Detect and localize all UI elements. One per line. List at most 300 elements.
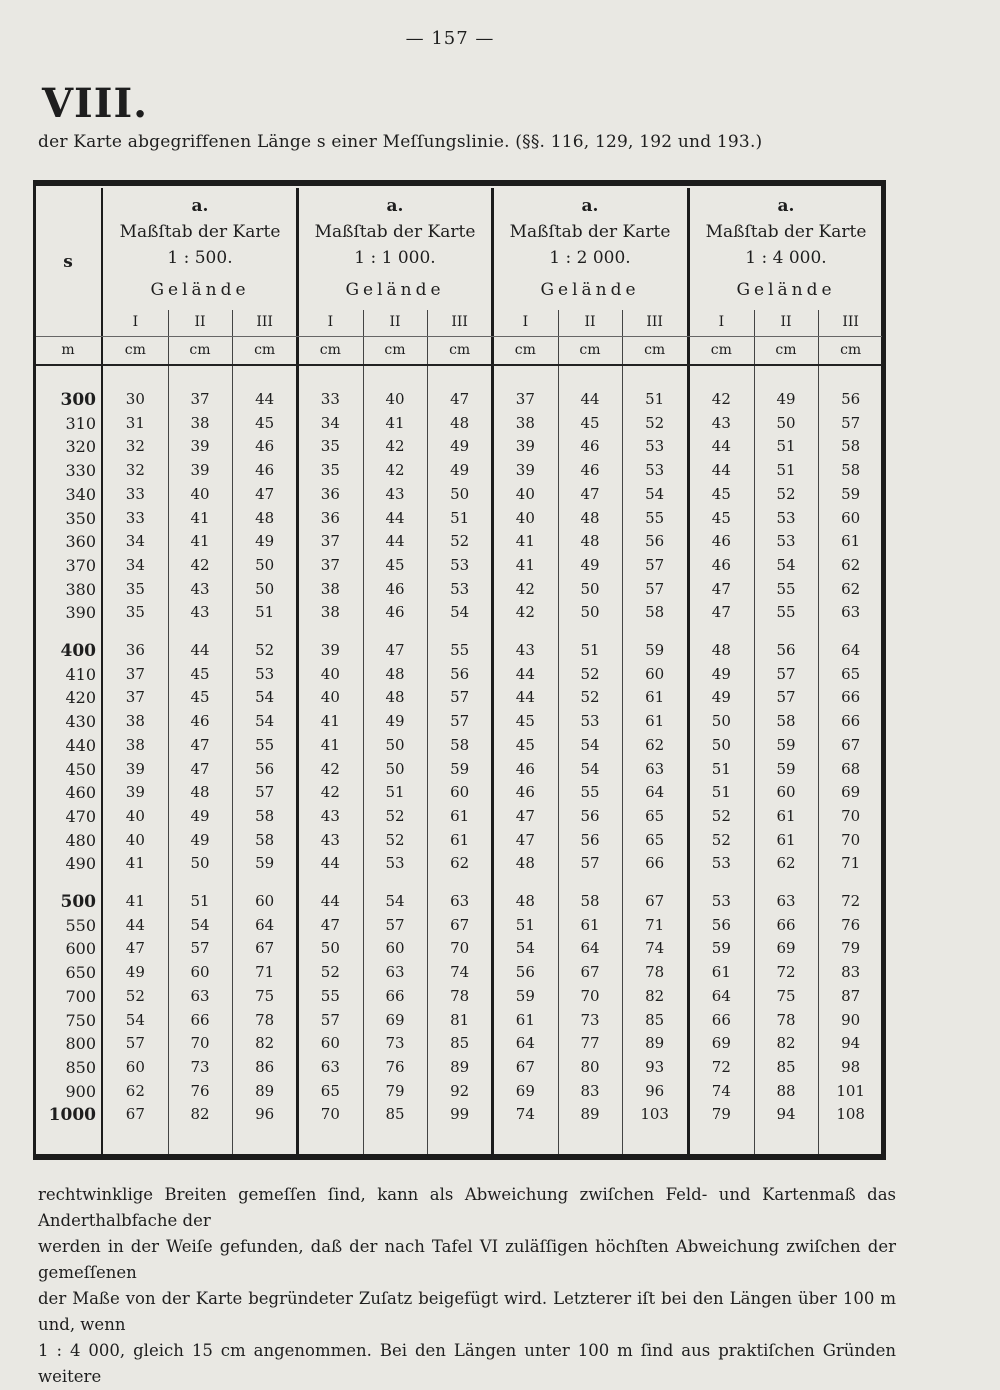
- table-cell: 108: [836, 1105, 865, 1124]
- terrain-class-label: II: [584, 314, 596, 330]
- row-length-value: 650: [65, 963, 96, 983]
- table-cell: 44: [711, 437, 731, 456]
- table-cell: 47: [580, 484, 600, 503]
- table-cell: 64: [711, 986, 731, 1005]
- table-cell: 38: [125, 712, 145, 731]
- page-number: — 157 —: [405, 28, 495, 49]
- table-cell: 90: [841, 1010, 861, 1029]
- table-cell: 52: [450, 532, 470, 551]
- table-cell: 32: [125, 437, 145, 456]
- unit-label: cm: [384, 342, 406, 358]
- table-cell: 44: [515, 664, 535, 683]
- table-cell: 63: [190, 986, 210, 1005]
- table-cell: 62: [841, 555, 861, 574]
- table-cell: 73: [190, 1057, 210, 1076]
- row-length-value: 700: [65, 986, 96, 1006]
- scale-group-ratio: 1 : 500.: [167, 248, 233, 268]
- table-cell: 50: [450, 484, 470, 503]
- table-cell: 61: [841, 532, 861, 551]
- table-cell: 66: [190, 1010, 210, 1029]
- table-cell: 45: [711, 484, 731, 503]
- table-cell: 76: [385, 1057, 405, 1076]
- table-cell: 43: [320, 806, 340, 825]
- table-cell: 52: [711, 830, 731, 849]
- table-cell: 62: [450, 854, 470, 873]
- table-cell: 58: [255, 806, 275, 825]
- table-cell: 55: [645, 508, 665, 527]
- table-cell: 55: [450, 641, 470, 659]
- table-cell: 47: [190, 735, 210, 754]
- table-cell: 74: [515, 1105, 535, 1124]
- terrain-class-label: I: [327, 314, 334, 330]
- terrain-class-label: I: [132, 314, 139, 330]
- table-cell: 44: [320, 892, 340, 910]
- table-cell: 48: [190, 783, 210, 802]
- table-cell: 36: [125, 641, 145, 659]
- table-cell: 59: [841, 484, 861, 503]
- table-cell: 53: [776, 508, 796, 527]
- table-cell: 47: [255, 484, 275, 503]
- row-length-value: 460: [65, 783, 96, 803]
- table-cell: 42: [320, 783, 340, 802]
- table-cell: 49: [255, 532, 275, 551]
- table-cell: 73: [580, 1010, 600, 1029]
- table-cell: 38: [515, 413, 535, 432]
- table-cell: 33: [320, 390, 340, 408]
- table-cell: 56: [580, 830, 600, 849]
- table-cell: 56: [450, 664, 470, 683]
- table-cell: 78: [450, 986, 470, 1005]
- table-cell: 53: [580, 712, 600, 731]
- table-cell: 89: [645, 1034, 665, 1053]
- row-length-value: 400: [60, 641, 96, 661]
- table-cell: 51: [776, 437, 796, 456]
- scale-group-ratio: 1 : 4 000.: [745, 248, 827, 268]
- table-cell: 96: [645, 1081, 665, 1100]
- table-cell: 46: [515, 759, 535, 778]
- table-cell: 50: [580, 603, 600, 622]
- table-cell: 48: [515, 854, 535, 873]
- unit-label: cm: [579, 342, 601, 358]
- table-cell: 35: [125, 579, 145, 598]
- table-cell: 46: [255, 461, 275, 480]
- table-cell: 67: [125, 1105, 145, 1124]
- table-cell: 70: [320, 1105, 340, 1124]
- table-cell: 53: [711, 854, 731, 873]
- row-length-value: 350: [65, 508, 96, 528]
- table-cell: 42: [190, 555, 210, 574]
- table-cell: 42: [385, 437, 405, 456]
- table-cell: 41: [190, 532, 210, 551]
- table-cell: 59: [776, 759, 796, 778]
- row-length-value: 390: [65, 603, 96, 623]
- table-cell: 40: [125, 830, 145, 849]
- table-cell: 76: [190, 1081, 210, 1100]
- table-cell: 98: [841, 1057, 861, 1076]
- terrain-class-label: III: [646, 314, 663, 330]
- table-cell: 56: [645, 532, 665, 551]
- table-cell: 53: [645, 437, 665, 456]
- terrain-class-label: II: [780, 314, 792, 330]
- table-cell: 56: [255, 759, 275, 778]
- table-cell: 40: [125, 806, 145, 825]
- footer-line: werden in der Weiſe gefunden, daß der nach Tafel VI zuläſſigen höchſten Abweichung zwiſchen der gemeſſenen: [38, 1237, 896, 1282]
- table-cell: 57: [776, 664, 796, 683]
- table-cell: 52: [385, 830, 405, 849]
- table-cell: 37: [125, 664, 145, 683]
- table-cell: 73: [385, 1034, 405, 1053]
- table-cell: 42: [385, 461, 405, 480]
- table-cell: 38: [320, 603, 340, 622]
- table-cell: 61: [711, 963, 731, 982]
- table-cell: 59: [711, 939, 731, 958]
- table-cell: 85: [776, 1057, 796, 1076]
- footer-line: der Maße von der Karte begründeter Zuſatz beigefügt wird. Letzterer iſt bei den Längen über 100 m und, wenn: [38, 1289, 896, 1334]
- row-length-value: 490: [65, 854, 96, 874]
- table-cell: 46: [385, 603, 405, 622]
- table-cell: 63: [450, 892, 470, 910]
- table-cell: 46: [711, 555, 731, 574]
- table-cell: 49: [450, 437, 470, 456]
- terrain-class-label: III: [451, 314, 468, 330]
- table-cell: 53: [450, 579, 470, 598]
- table-cell: 50: [580, 579, 600, 598]
- table-cell: 52: [255, 641, 275, 659]
- table-cell: 42: [320, 759, 340, 778]
- table-cell: 44: [515, 688, 535, 707]
- table-cell: 44: [580, 390, 600, 408]
- terrain-class-label: III: [256, 314, 273, 330]
- table-cell: 60: [190, 963, 210, 982]
- row-length-value: 480: [65, 830, 96, 850]
- table-cell: 61: [580, 915, 600, 934]
- row-length-value: 750: [65, 1010, 96, 1030]
- table-cell: 56: [841, 390, 861, 408]
- table-cell: 37: [320, 532, 340, 551]
- footer-line: 1 : 4 000, gleich 15 cm angenommen. Bei den Längen unter 100 m ſind aus praktiſchen Gründen weitere: [38, 1341, 896, 1386]
- table-cell: 52: [776, 484, 796, 503]
- table-cell: 63: [645, 759, 665, 778]
- table-cell: 103: [640, 1105, 669, 1124]
- table-cell: 44: [190, 641, 210, 659]
- table-cell: 57: [450, 712, 470, 731]
- table-cell: 36: [320, 484, 340, 503]
- unit-label: cm: [840, 342, 862, 358]
- table-cell: 65: [645, 830, 665, 849]
- table-cell: 49: [711, 688, 731, 707]
- table-cell: 67: [580, 963, 600, 982]
- scale-group-title: Maßſtab der Karte: [509, 222, 671, 242]
- table-cell: 52: [125, 986, 145, 1005]
- table-cell: 41: [385, 413, 405, 432]
- table-cell: 99: [450, 1105, 470, 1124]
- table-cell: 51: [190, 892, 210, 910]
- table-cell: 32: [125, 461, 145, 480]
- unit-label: cm: [514, 342, 536, 358]
- table-cell: 57: [125, 1034, 145, 1053]
- unit-label: cm: [775, 342, 797, 358]
- table-cell: 49: [776, 390, 796, 408]
- table-cell: 43: [385, 484, 405, 503]
- table-cell: 48: [580, 508, 600, 527]
- table-cell: 35: [320, 437, 340, 456]
- table-cell: 54: [580, 759, 600, 778]
- table-cell: 37: [515, 390, 535, 408]
- table-cell: 39: [125, 759, 145, 778]
- table-cell: 74: [450, 963, 470, 982]
- table-cell: 45: [255, 413, 275, 432]
- table-cell: 40: [190, 484, 210, 503]
- table-cell: 46: [190, 712, 210, 731]
- table-cell: 77: [580, 1034, 600, 1053]
- unit-label: cm: [319, 342, 341, 358]
- table-cell: 45: [515, 712, 535, 731]
- table-cell: 49: [711, 664, 731, 683]
- table-cell: 69: [385, 1010, 405, 1029]
- table-cell: 69: [711, 1034, 731, 1053]
- table-cell: 49: [580, 555, 600, 574]
- table-cell: 94: [841, 1034, 861, 1053]
- table-cell: 55: [255, 735, 275, 754]
- table-cell: 35: [320, 461, 340, 480]
- table-cell: 89: [255, 1081, 275, 1100]
- table-cell: 47: [320, 915, 340, 934]
- table-cell: 47: [515, 830, 535, 849]
- terrain-class-label: II: [194, 314, 206, 330]
- table-cell: 31: [125, 413, 145, 432]
- table-cell: 89: [580, 1105, 600, 1124]
- table-cell: 72: [841, 892, 861, 910]
- table-cell: 59: [450, 759, 470, 778]
- table-caption: der Karte abgegriffenen Länge s einer Meſſungslinie. (§§. 116, 129, 192 und 193.): [38, 132, 763, 152]
- table-cell: 57: [320, 1010, 340, 1029]
- table-cell: 46: [255, 437, 275, 456]
- table-cell: 37: [320, 555, 340, 574]
- table-cell: 45: [515, 735, 535, 754]
- table-cell: 85: [385, 1105, 405, 1124]
- table-cell: 39: [190, 437, 210, 456]
- row-length-value: 850: [65, 1057, 96, 1077]
- row-length-value: 430: [65, 712, 96, 732]
- table-cell: 78: [255, 1010, 275, 1029]
- table-cell: 46: [515, 783, 535, 802]
- unit-label: cm: [254, 342, 276, 358]
- table-cell: 34: [320, 413, 340, 432]
- table-cell: 66: [841, 712, 861, 731]
- row-length-value: 440: [65, 735, 96, 755]
- table-cell: 76: [841, 915, 861, 934]
- table-cell: 46: [580, 437, 600, 456]
- table-cell: 39: [515, 461, 535, 480]
- table-cell: 62: [645, 735, 665, 754]
- table-cell: 63: [385, 963, 405, 982]
- table-cell: 61: [645, 688, 665, 707]
- table-cell: 60: [320, 1034, 340, 1053]
- table-cell: 82: [255, 1034, 275, 1053]
- table-cell: 39: [515, 437, 535, 456]
- table-cell: 65: [841, 664, 861, 683]
- table-cell: 62: [125, 1081, 145, 1100]
- table-cell: 61: [450, 830, 470, 849]
- table-cell: 43: [190, 579, 210, 598]
- table-cell: 43: [711, 413, 731, 432]
- scale-group-letter: a.: [777, 196, 795, 216]
- table-cell: 63: [841, 603, 861, 622]
- table-cell: 49: [190, 806, 210, 825]
- row-length-value: 410: [65, 664, 96, 684]
- table-cell: 45: [190, 664, 210, 683]
- row-length-value: 310: [65, 413, 96, 433]
- table-cell: 60: [776, 783, 796, 802]
- table-cell: 59: [645, 641, 665, 659]
- table-cell: 85: [645, 1010, 665, 1029]
- unit-label: cm: [449, 342, 471, 358]
- row-length-value: 550: [65, 915, 96, 935]
- table-cell: 57: [255, 783, 275, 802]
- terrain-label: Gelände: [150, 280, 250, 300]
- table-cell: 51: [385, 783, 405, 802]
- table-cell: 67: [841, 735, 861, 754]
- footer-line: rechtwinklige Breiten gemeſſen ſind, kann als Abweichung zwiſchen Feld- und Kartenmaß das Anderthalbfache der: [38, 1185, 896, 1230]
- table-cell: 53: [645, 461, 665, 480]
- table-cell: 54: [580, 735, 600, 754]
- table-cell: 49: [190, 830, 210, 849]
- table-cell: 61: [776, 806, 796, 825]
- table-cell: 56: [580, 806, 600, 825]
- table-cell: 43: [190, 603, 210, 622]
- table-cell: 44: [385, 508, 405, 527]
- table-cell: 89: [450, 1057, 470, 1076]
- table-cell: 48: [255, 508, 275, 527]
- table-cell: 41: [320, 735, 340, 754]
- table-cell: 71: [841, 854, 861, 873]
- table-cell: 34: [125, 555, 145, 574]
- table-cell: 51: [450, 508, 470, 527]
- table-cell: 60: [385, 939, 405, 958]
- table-cell: 59: [515, 986, 535, 1005]
- table-cell: 62: [841, 579, 861, 598]
- table-cell: 36: [320, 508, 340, 527]
- row-length-value: 340: [65, 484, 96, 504]
- table-cell: 50: [385, 735, 405, 754]
- scale-group-title: Maßſtab der Karte: [705, 222, 867, 242]
- table-cell: 55: [776, 579, 796, 598]
- table-cell: 56: [515, 963, 535, 982]
- table-cell: 44: [255, 390, 275, 408]
- table-cell: 50: [255, 579, 275, 598]
- table-cell: 43: [515, 641, 535, 659]
- table-cell: 35: [125, 603, 145, 622]
- table-cell: 34: [125, 532, 145, 551]
- table-cell: 54: [255, 712, 275, 731]
- table-cell: 51: [711, 759, 731, 778]
- table-cell: 59: [255, 854, 275, 873]
- unit-label: cm: [189, 342, 211, 358]
- table-cell: 51: [776, 461, 796, 480]
- table-cell: 61: [776, 830, 796, 849]
- row-length-value: 600: [65, 939, 96, 959]
- table-cell: 50: [385, 759, 405, 778]
- table-cell: 41: [190, 508, 210, 527]
- table-cell: 33: [125, 508, 145, 527]
- row-length-value: 1000: [48, 1105, 96, 1126]
- table-cell: 44: [385, 532, 405, 551]
- table-cell: 58: [580, 892, 600, 910]
- table-cell: 50: [190, 854, 210, 873]
- table-cell: 37: [125, 688, 145, 707]
- table-cell: 70: [841, 806, 861, 825]
- table-cell: 42: [515, 579, 535, 598]
- table-cell: 40: [515, 508, 535, 527]
- terrain-class-label: I: [522, 314, 529, 330]
- table-cell: 64: [515, 1034, 535, 1053]
- table-cell: 67: [255, 939, 275, 958]
- table-cell: 47: [711, 579, 731, 598]
- table-cell: 61: [450, 806, 470, 825]
- table-cell: 54: [385, 892, 405, 910]
- table-cell: 45: [385, 555, 405, 574]
- unit-label: cm: [710, 342, 732, 358]
- s-column-header: s: [63, 252, 73, 272]
- table-cell: 40: [320, 664, 340, 683]
- table-cell: 75: [255, 986, 275, 1005]
- table-cell: 57: [776, 688, 796, 707]
- table-cell: 74: [711, 1081, 731, 1100]
- header-bottom-rule: [36, 364, 882, 366]
- table-cell: 83: [841, 963, 861, 982]
- scale-group-letter: a.: [191, 196, 209, 216]
- table-cell: 68: [841, 759, 861, 778]
- table-cell: 63: [776, 892, 796, 910]
- table-cell: 39: [190, 461, 210, 480]
- table-cell: 47: [385, 641, 405, 659]
- terrain-label: Gelände: [736, 280, 836, 300]
- table-cell: 52: [645, 413, 665, 432]
- table-cell: 48: [711, 641, 731, 659]
- table-cell: 45: [190, 688, 210, 707]
- table-cell: 60: [841, 508, 861, 527]
- table-cell: 39: [320, 641, 340, 659]
- terrain-class-label: II: [389, 314, 401, 330]
- table-cell: 92: [450, 1081, 470, 1100]
- table-cell: 51: [515, 915, 535, 934]
- table-cell: 50: [711, 735, 731, 754]
- scale-group-title: Maßſtab der Karte: [119, 222, 281, 242]
- table-cell: 67: [515, 1057, 535, 1076]
- table-cell: 46: [711, 532, 731, 551]
- footer-text: [38, 1182, 896, 1390]
- table-cell: 52: [711, 806, 731, 825]
- table-cell: 63: [320, 1057, 340, 1076]
- row-length-value: 320: [65, 437, 96, 457]
- table-cell: 53: [776, 532, 796, 551]
- table-cell: 58: [645, 603, 665, 622]
- row-length-value: 330: [65, 461, 96, 481]
- table-cell: 64: [255, 915, 275, 934]
- table-cell: 55: [320, 986, 340, 1005]
- table-cell: 50: [776, 413, 796, 432]
- table-cell: 50: [255, 555, 275, 574]
- table-cell: 48: [580, 532, 600, 551]
- table-cell: 66: [645, 854, 665, 873]
- table-cell: 44: [711, 461, 731, 480]
- table-cell: 87: [841, 986, 861, 1005]
- row-length-value: 300: [60, 390, 96, 410]
- table-cell: 96: [255, 1105, 275, 1124]
- table-cell: 52: [320, 963, 340, 982]
- table-cell: 52: [580, 688, 600, 707]
- table-cell: 50: [320, 939, 340, 958]
